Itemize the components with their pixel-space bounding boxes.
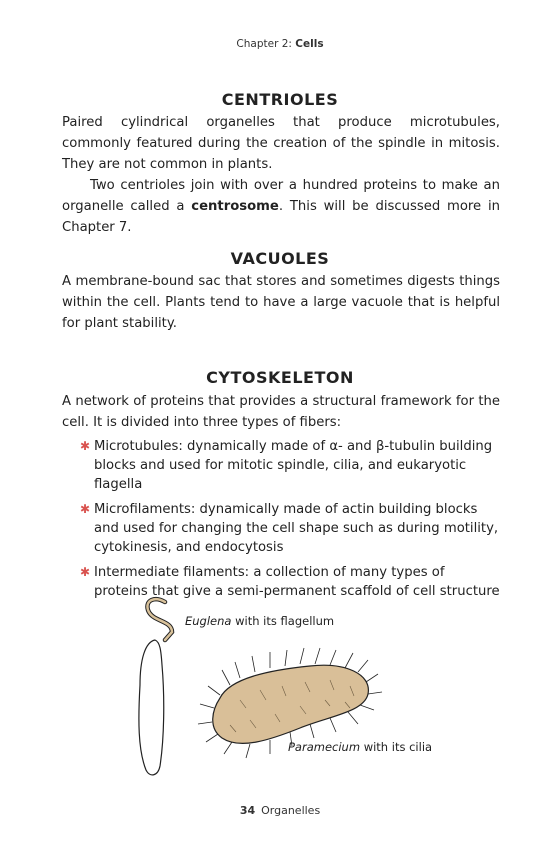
cytoskeleton-paragraph: A network of proteins that provides a structural framework for the cell. It is divided into three types of fibers: bbox=[62, 394, 500, 430]
chapter-title: Cells bbox=[295, 38, 324, 50]
running-header bbox=[0, 38, 560, 50]
centrosome-term: centrosome bbox=[191, 199, 279, 214]
euglena-caption-text: with its flagellum bbox=[231, 614, 335, 628]
page-number: 34 bbox=[239, 804, 256, 817]
centrosome-paragraph bbox=[62, 175, 500, 238]
bullet-star-icon: ✱ bbox=[80, 439, 91, 453]
centrosome-text-2: . This will be discussed more in Chapter 7. bbox=[62, 199, 500, 235]
bullet-star-icon: ✱ bbox=[80, 502, 91, 516]
euglena-name: Euglena bbox=[185, 614, 232, 628]
chapter-label: Chapter 2: bbox=[236, 38, 292, 50]
list-item bbox=[80, 437, 500, 494]
paramecium-caption bbox=[288, 740, 432, 754]
euglena-caption bbox=[185, 614, 334, 628]
centrioles-paragraph: Paired cylindrical organelles that produce microtubules, commonly featured during the creation of the spindle in mitosis. They are not common in plants. bbox=[62, 115, 500, 172]
cytoskeleton-heading: CYTOSKELETON bbox=[206, 368, 354, 387]
centrosome-text-1: Two centrioles join with over a hundred proteins to make an organelle called a bbox=[62, 178, 500, 214]
paramecium-name: Paramecium bbox=[288, 740, 361, 754]
bullet-text: Microfilaments: dynamically made of actin building blocks and used for changing the cell shape such as during motility, cytokinesis, and endocytosis bbox=[94, 502, 499, 555]
bullet-text: Microtubules: dynamically made of α- and β-tubulin building blocks and used for mitotic spindle, cilia, and eukaryotic flagella bbox=[94, 439, 493, 492]
footer-section: Organelles bbox=[261, 804, 321, 817]
fiber-list bbox=[80, 437, 500, 607]
list-item bbox=[80, 500, 500, 557]
paramecium-caption-text: with its cilia bbox=[360, 740, 433, 754]
bullet-star-icon: ✱ bbox=[80, 565, 91, 579]
page-footer bbox=[0, 804, 560, 817]
vacuoles-paragraph: A membrane-bound sac that stores and sometimes digests things within the cell. Plants tend to have a large vacuole that is helpful for plant stability. bbox=[62, 274, 500, 331]
vacuoles-heading: VACUOLES bbox=[230, 249, 330, 268]
centrioles-heading: CENTRIOLES bbox=[221, 90, 339, 109]
euglena-drawing bbox=[139, 599, 172, 775]
bullet-text: Intermediate filaments: a collection of many types of proteins that give a semi-permanent scaffold of cell structure bbox=[94, 565, 500, 599]
